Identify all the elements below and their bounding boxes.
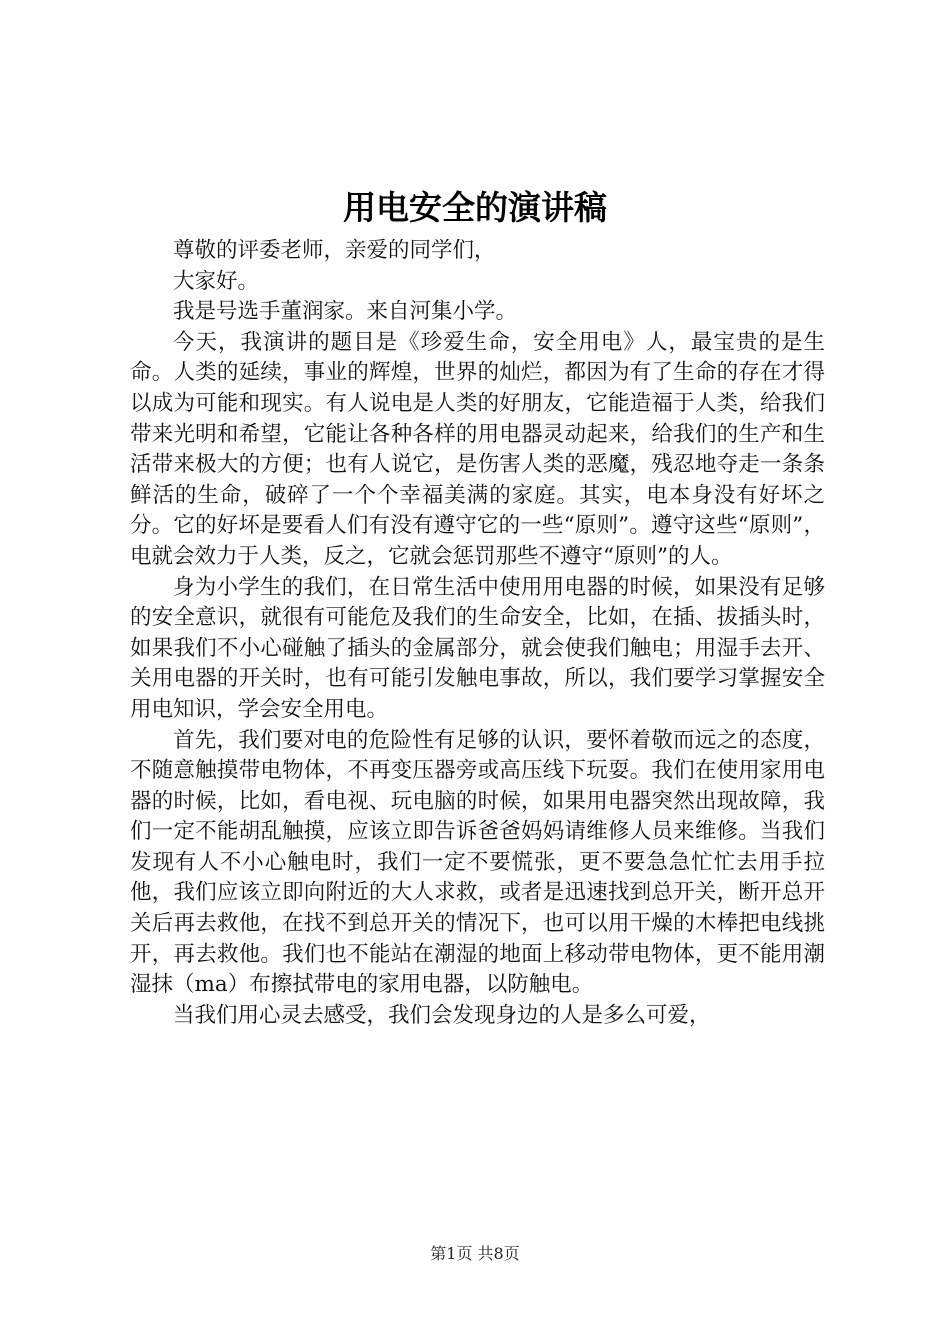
paragraph-introduction: 我是号选手董润家。来自河集小学。 bbox=[173, 299, 518, 325]
paragraph-safety-rules: 首先，我们要对电的危险性有足够的认识，要怀着敬而远之的态度，不随意触摸带电物体，不再变压器旁或高压线下玩耍。我们在使用家用电器的时候，比如，看电视、玩电脑的时候，如果用电器突然出现故障，我们一定不能胡乱触摸，应该立即告诉爸爸妈妈请维修人员来维修。当我们发现有人不小心触电时，我们一定不要慌张，更不要急急忙忙去用手拉他，我们应该立即向附近的大人求救，或者是迅速找到总开关，断开总开关后再去救他，在找不到总开关的情况下，也可以用干燥的木棒把电线挑开，再去救他。我们也不能站在潮湿的地面上移动带电物体，更不能用潮湿抹（ma）布擦拭带电的家用电器，以防触电。 bbox=[130, 727, 825, 998]
paragraph-hello: 大家好。 bbox=[173, 268, 260, 294]
page-number-footer: 第1页 共8页 bbox=[430, 1244, 520, 1263]
paragraph-awareness: 身为小学生的我们，在日常生活中使用用电器的时候，如果没有足够的安全意识，就很有可能危及我们的生命安全，比如，在插、拔插头时，如果我们不小心碰触了插头的金属部分，就会使我们触电；用湿手去开、关用电器的开关时，也有可能引发触电事故，所以，我们要学习掌握安全用电知识，学会安全用电。 bbox=[130, 574, 825, 722]
document-title: 用电安全的演讲稿 bbox=[343, 188, 607, 227]
paragraph-greeting: 尊敬的评委老师，亲爱的同学们， bbox=[173, 238, 496, 263]
paragraph-closing-start: 当我们用心灵去感受，我们会发现身边的人是多么可爱， bbox=[173, 1002, 711, 1028]
document-body bbox=[130, 236, 825, 1031]
paragraph-topic: 今天，我演讲的题目是《珍爱生命，安全用电》人，最宝贵的是生命。人类的延续，事业的辉煌，世界的灿烂，都因为有了生命的存在才得以成为可能和现实。有人说电是人类的好朋友，它能造福于人类，给我们带来光明和希望，它能让各种各样的用电器灵动起来，给我们的生产和生活带来极大的方便；也有人说它，是伤害人类的恶魔，残忍地夺走一条条鲜活的生命，破碎了一个个幸福美满的家庭。其实，电本身没有好坏之分。它的好坏是要看人们有没有遵守它的一些“原则”。遵守这些“原则”，电就会效力于人类，反之，它就会惩罚那些不遵守“原则”的人。 bbox=[130, 329, 825, 569]
